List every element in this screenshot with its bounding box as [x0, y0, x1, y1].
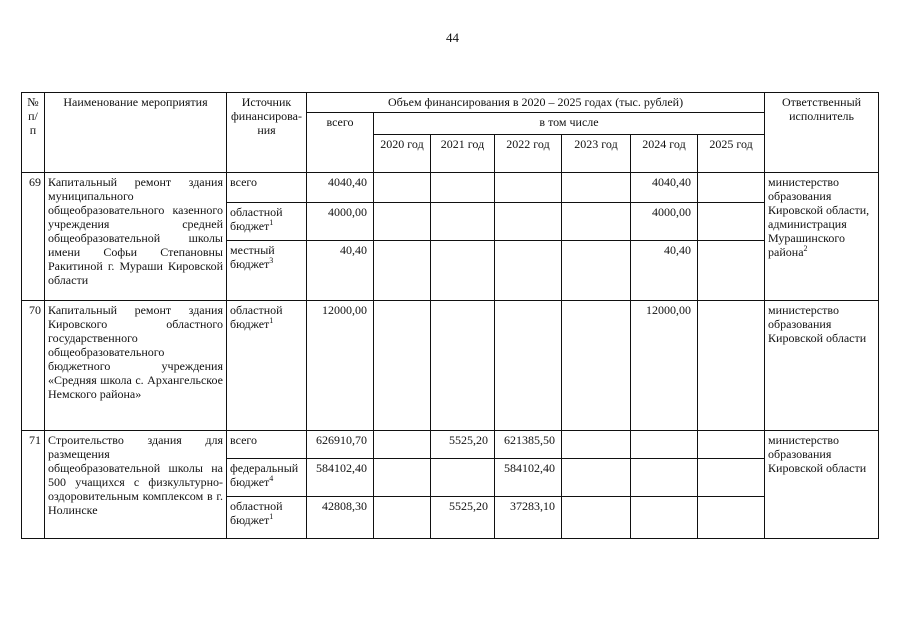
- funding-source: [227, 459, 307, 497]
- amount-2024: [631, 459, 698, 497]
- amount-2022: 37283,10: [495, 497, 562, 539]
- amount-total: 626910,70: [307, 431, 374, 459]
- amount-2023: [562, 301, 631, 431]
- table-body: [22, 173, 879, 539]
- amount-2023: [562, 173, 631, 203]
- table-row: [22, 431, 879, 459]
- amount-2023: [562, 203, 631, 241]
- source-label: областной бюджет: [230, 205, 283, 233]
- responsible-text: министерство образования Кировской области: [768, 433, 867, 475]
- footnote-mark: 1: [269, 218, 274, 227]
- amount-2022: [495, 301, 562, 431]
- amount-2023: [562, 459, 631, 497]
- amount-2024: 40,40: [631, 241, 698, 301]
- responsible-executor: [765, 301, 879, 431]
- source-label: областной бюджет: [230, 499, 283, 527]
- header-year-2020: 2020 год: [374, 135, 431, 173]
- header-volume: Объем финансирования в 2020 – 2025 годах (тыс. рублей): [307, 93, 765, 113]
- source-label: всего: [230, 433, 258, 447]
- amount-2020: [374, 459, 431, 497]
- funding-source: [227, 431, 307, 459]
- responsible-executor: [765, 173, 879, 301]
- amount-2023: [562, 241, 631, 301]
- amount-2021: [431, 241, 495, 301]
- funding-source: [227, 497, 307, 539]
- amount-2024: 4000,00: [631, 203, 698, 241]
- table-row: [22, 173, 879, 203]
- funding-source: [227, 203, 307, 241]
- responsible-text: министерство образования Кировской области: [768, 303, 867, 345]
- amount-2020: [374, 203, 431, 241]
- header-num: № п/п: [22, 93, 45, 173]
- table-header: [22, 93, 879, 173]
- funding-source: [227, 241, 307, 301]
- footnote-mark: 2: [803, 244, 808, 253]
- amount-2023: [562, 497, 631, 539]
- amount-total: 4000,00: [307, 203, 374, 241]
- amount-2025: [698, 431, 765, 459]
- table-row: [22, 301, 879, 431]
- amount-2021: [431, 173, 495, 203]
- amount-2020: [374, 173, 431, 203]
- footnote-mark: 1: [269, 316, 274, 325]
- amount-2022: 621385,50: [495, 431, 562, 459]
- source-label: областной бюджет: [230, 303, 283, 331]
- source-label: федеральный бюджет: [230, 461, 299, 489]
- header-source: Источник финансирова-ния: [227, 93, 307, 173]
- amount-total: 42808,30: [307, 497, 374, 539]
- amount-2020: [374, 241, 431, 301]
- amount-2024: 4040,40: [631, 173, 698, 203]
- amount-2022: [495, 173, 562, 203]
- funding-source: [227, 301, 307, 431]
- row-number: 70: [22, 301, 45, 431]
- row-number: 69: [22, 173, 45, 301]
- header-year-2022: 2022 год: [495, 135, 562, 173]
- header-including: в том числе: [374, 113, 765, 135]
- source-label: местный бюджет: [230, 243, 275, 271]
- amount-total: 4040,40: [307, 173, 374, 203]
- source-label: всего: [230, 175, 258, 189]
- header-year-2023: 2023 год: [562, 135, 631, 173]
- amount-2025: [698, 241, 765, 301]
- header-total: всего: [307, 113, 374, 173]
- amount-2025: [698, 173, 765, 203]
- amount-2024: [631, 497, 698, 539]
- amount-2022: [495, 203, 562, 241]
- amount-2021: 5525,20: [431, 431, 495, 459]
- amount-2022: 584102,40: [495, 459, 562, 497]
- header-year-2021: 2021 год: [431, 135, 495, 173]
- financing-table: [21, 92, 879, 539]
- amount-2025: [698, 203, 765, 241]
- amount-2025: [698, 497, 765, 539]
- header-name: Наименование мероприятия: [45, 93, 227, 173]
- amount-2022: [495, 241, 562, 301]
- amount-total: 584102,40: [307, 459, 374, 497]
- amount-2023: [562, 431, 631, 459]
- responsible-executor: [765, 431, 879, 539]
- page-number: 44: [446, 30, 459, 45]
- amount-2021: [431, 203, 495, 241]
- amount-total: 40,40: [307, 241, 374, 301]
- footnote-mark: 1: [269, 512, 274, 521]
- header-responsible: Ответственный исполнитель: [765, 93, 879, 173]
- header-year-2024: 2024 год: [631, 135, 698, 173]
- event-name: Капитальный ремонт здания Кировского областного государственного общеобразовательного бюджетного учреждения «Средняя школа с. Архангельское Немского района»: [45, 301, 227, 431]
- footnote-mark: 4: [269, 474, 274, 483]
- row-number: 71: [22, 431, 45, 539]
- amount-2025: [698, 459, 765, 497]
- funding-source: [227, 173, 307, 203]
- amount-2024: [631, 431, 698, 459]
- header-year-2025: 2025 год: [698, 135, 765, 173]
- footnote-mark: 3: [269, 256, 274, 265]
- amount-2020: [374, 431, 431, 459]
- amount-2024: 12000,00: [631, 301, 698, 431]
- amount-2020: [374, 497, 431, 539]
- event-name: Строительство здания для размещения общеобразовательной школы на 500 учащихся с физкультурно-оздоровительным комплексом в г. Нолинске: [45, 431, 227, 539]
- responsible-text: министерство образования Кировской области, администрация Мурашинского района: [768, 175, 870, 259]
- amount-2025: [698, 301, 765, 431]
- amount-2021: [431, 459, 495, 497]
- amount-total: 12000,00: [307, 301, 374, 431]
- amount-2021: [431, 301, 495, 431]
- event-name: Капитальный ремонт здания муниципального общеобразовательного казенного учреждения средней общеобразовательной школы имени Софьи Степановны Ракитиной г. Мураши Кировской области: [45, 173, 227, 301]
- amount-2020: [374, 301, 431, 431]
- amount-2021: 5525,20: [431, 497, 495, 539]
